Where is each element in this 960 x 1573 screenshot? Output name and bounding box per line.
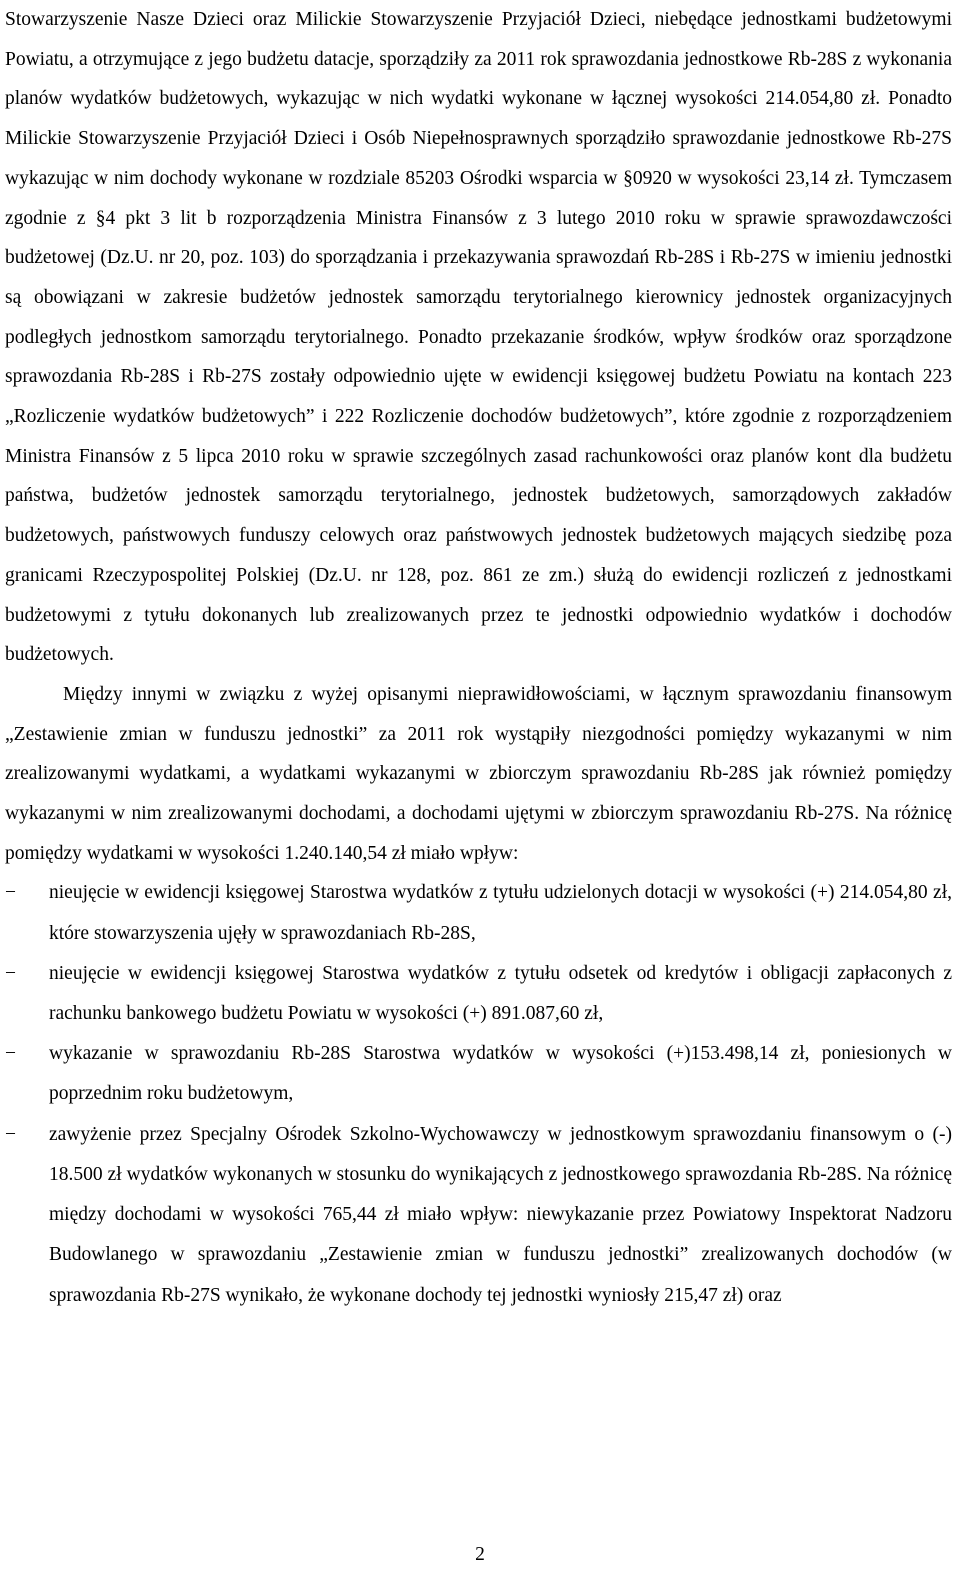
list-item (5, 954, 952, 1034)
list-item-text: zawyżenie przez Specjalny Ośrodek Szkolno-Wychowawczy w jednostkowym sprawozdaniu finansowym o (-) 18.500 zł wydatków wykonanych w stosunku do wynikających z jednostkowego sprawozdania Rb-28S. Na różnicę między dochodami w wysokości 765,44 zł miało wpływ: niewykazanie przez Powiatowy Inspektorat Nadzoru Budowlanego w sprawozdaniu „Zestawienie zmian w funduszu jednostki” zrealizowanych dochodów (w sprawozdania Rb-27S wynikało, że wykonane dochody tej jednostki wyniosły 215,47 zł) oraz (49, 1123, 952, 1306)
list-item (5, 1115, 952, 1316)
list-item (5, 873, 952, 953)
page-number: 2 (475, 1544, 485, 1565)
list-item-text: nieujęcie w ewidencji księgowej Starostwa wydatków z tytułu odsetek od kredytów i obligacji zapłaconych z rachunku bankowego budżetu Powiatu w wysokości (+) 891.087,60 zł, (49, 962, 952, 1025)
list-item-text: wykazanie w sprawozdaniu Rb-28S Starostwa wydatków w wysokości (+)153.498,14 zł, poniesionych w poprzednim roku budżetowym, (49, 1043, 952, 1105)
paragraph-discrepancies: Między innymi w związku z wyżej opisanymi nieprawidłowościami, w łącznym sprawozdaniu finansowym „Zestawienie zmian w funduszu jednostki” za 2011 rok wystąpiły niezgodności pomiędzy wykazanymi w nim zrealizowanymi wydatkami, a wydatkami wykazanymi w zbiorczym sprawozdaniu Rb-28S jak również pomiędzy wykazanymi w nim zrealizowanymi dochodami, a dochodami ujętymi w zbiorczym sprawozdaniu Rb-27S. Na różnicę pomiędzy wydatkami w wysokości 1.240.140,54 zł miało wpływ: (5, 683, 952, 864)
dash-bullet-icon: − (5, 1123, 16, 1145)
list-item-text: nieujęcie w ewidencji księgowej Starostwa wydatków z tytułu udzielonych dotacji w wysokości (+) 214.054,80 zł, które stowarzyszenia ujęły w sprawozdaniach Rb-28S, (49, 882, 952, 944)
discrepancy-list (5, 873, 952, 1315)
list-item (5, 1034, 952, 1114)
dash-bullet-icon: − (5, 882, 16, 904)
dash-bullet-icon: − (5, 1043, 16, 1065)
dash-bullet-icon: − (5, 962, 16, 984)
document-page (5, 0, 952, 1316)
paragraph-subsidies: Stowarzyszenie Nasze Dzieci oraz Milickie Stowarzyszenie Przyjaciół Dzieci, niebędące jednostkami budżetowymi Powiatu, a otrzymujące z jego budżetu datacje, sporządziły za 2011 rok sprawozdania jednostkowe Rb-28S z wykonania planów wydatków budżetowych, wykazując w nich wydatki wykonane w łącznej wysokości 214.054,80 zł. Ponadto Milickie Stowarzyszenie Przyjaciół Dzieci i Osób Niepełnosprawnych sporządziło sprawozdanie jednostkowe Rb-27S wykazując w nim dochody wykonane w rozdziale 85203 Ośrodki wsparcia w §0920 w wysokości 23,14 zł. Tymczasem zgodnie z §4 pkt 3 lit b rozporządzenia Ministra Finansów z 3 lutego 2010 roku w sprawie sprawozdawczości budżetowej (Dz.U. nr 20, poz. 103) do sporządzania i przekazywania sprawozdań Rb-28S i Rb-27S w imieniu jednostki są obowiązani w zakresie budżetów jednostek samorządu terytorialnego kierownicy jednostek organizacyjnych podległych jednostkom samorządu terytorialnego. Ponadto przekazanie środków, wpływ środków oraz sporządzone sprawozdania Rb-28S i Rb-27S zostały odpowiednio ujęte w ewidencji księgowej budżetu Powiatu na kontach 223 „Rozliczenie wydatków budżetowych” i 222 Rozliczenie dochodów budżetowych”, które zgodnie z rozporządzeniem Ministra Finansów z 5 lipca 2010 roku w sprawie szczególnych zasad rachunkowości oraz planów kont dla budżetu państwa, budżetów jednostek samorządu terytorialnego, jednostek budżetowych, samorządowych zakładów budżetowych, państwowych funduszy celowych oraz państwowych jednostek budżetowych mających siedzibę poza granicami Rzeczypospolitej Polskiej (Dz.U. nr 128, poz. 861 ze zm.) służą do ewidencji rozliczeń z jednostkami budżetowymi z tytułu dokonanych lub zrealizowanych przez te jednostki odpowiednio wydatków i dochodów budżetowych. (5, 9, 952, 666)
